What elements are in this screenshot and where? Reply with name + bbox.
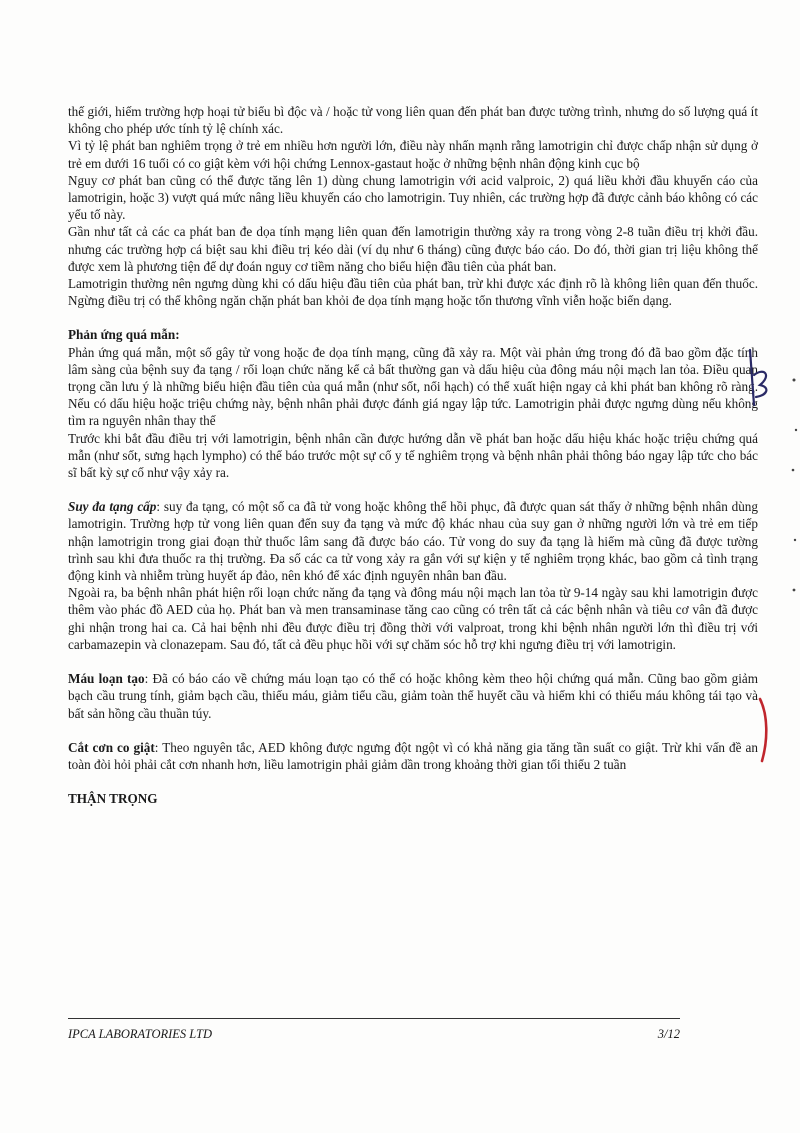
paragraph-text: : Đã có báo cáo về chứng máu loạn tạo có thể có hoặc không kèm theo hội chứng quá mẫn. Cũng bao gồm giảm bạch cầu trung tính, giảm bạch cầu, thiếu máu, giảm tiểu cầu, giảm toàn thể huyết cầu và hiếm khi có thiếu máu không tái tạo và bất sản hồng cầu thuần túy.	[68, 671, 758, 721]
red-pen-mark-icon	[754, 695, 774, 765]
paragraph: Trước khi bắt đầu điều trị với lamotrigin, bệnh nhân cần được hướng dẫn về phát ban hoặc dấu hiệu khác hoặc triệu chứng quá mẫn (như sốt, sưng hạch lympho) có thể báo trước một sự cố y tế nghiêm trọng và bệnh nhân phải thông báo ngay lập tức cho bác sĩ bất kỳ sự cố như vậy xảy ra.	[68, 430, 758, 481]
paragraph: Gần như tất cả các ca phát ban đe dọa tính mạng liên quan đến lamotrigin thường xảy ra trong vòng 2-8 tuần điều trị khởi đầu. nhưng các trường hợp cá biệt sau khi điều trị kéo dài (ví dụ như 6 tháng) cũng được báo cáo. Do đó, thời gian trị liệu không thể được xem là phương tiện để dự đoán nguy cơ tiềm năng cho biểu hiện đầu tiên của phát ban.	[68, 224, 758, 274]
paragraph: Nguy cơ phát ban cũng có thể được tăng lên 1) dùng chung lamotrigin với acid valproic, 2) quá liều khởi đầu khuyến cáo của lamotrigin, hoặc 3) vượt quá mức nâng liều khuyến cáo cho lamotrigin. Tuy nhiên, các trường hợp đã được cảnh báo không có các yếu tố này.	[68, 172, 758, 223]
section-heading-multiorgan: Suy đa tạng cấp	[68, 499, 157, 515]
paragraph-text: : Theo nguyên tắc, AED không được ngưng đột ngột vì có khả năng gia tăng tần suất co giật. Trừ khi vấn đề an toàn đòi hỏi phải cắt cơn nhanh hơn, liều lamotrigin phải giảm dần trong khoảng thời gian tối thiểu 2 tuần	[68, 739, 758, 772]
section-heading-caution: THẬN TRỌNG	[68, 791, 158, 807]
pen-mark-icon	[740, 345, 780, 415]
document-body	[68, 103, 758, 807]
paragraph-blood	[68, 670, 758, 722]
section-heading-hypersensitivity: Phản ứng quá mẫn:	[68, 327, 180, 343]
scan-edge-icon	[780, 0, 800, 1133]
footer-company: IPCA LABORATORIES LTD	[68, 1027, 212, 1041]
paragraph-multiorgan	[68, 498, 758, 584]
paragraph: Lamotrigin thường nên ngưng dùng khi có dấu hiệu đầu tiên của phát ban, trừ khi được xác định rõ là không liên quan đến thuốc. Ngừng điều trị có thể không ngăn chặn phát ban khỏi đe dọa tính mạng hoặc tổn thương vĩnh viễn hoặc biến dạng.	[68, 276, 758, 309]
page-footer	[68, 1018, 680, 1042]
section-heading-seizure: Cắt cơn co giật	[68, 739, 155, 755]
paragraph: thế giới, hiếm trường hợp hoại tử biểu bì độc và / hoặc tử vong liên quan đến phát ban được tường trình, nhưng do số lượng quá ít không cho phép ước tính tỷ lệ chính xác.	[68, 104, 758, 137]
paragraph: Vì tỷ lệ phát ban nghiêm trọng ở trẻ em nhiều hơn người lớn, điều này nhấn mạnh rằng lamotrigin chỉ được chấp nhận sử dụng ở trẻ em dưới 16 tuổi có co giật kèm với hội chứng Lennox-gastaut hoặc ở những bệnh nhân động kinh cục bộ	[68, 138, 758, 171]
footer-page-number: 3/12	[657, 1027, 680, 1041]
paragraph: Ngoài ra, ba bệnh nhân phát hiện rối loạn chức năng đa tạng và đông máu nội mạch lan tỏa từ 9-14 ngày sau khi lamotrigin được thêm vào phác đồ AED của họ. Phát ban và men transaminase tăng cao cũng có trên tất cả các bệnh nhân và tiêu cơ vân đã được ghi nhận trong hai ca. Cả hai bệnh nhi đều được điều trị đồng thời với valproat, trong khi bệnh nhân người lớn thì điều trị với carbamazepin và clonazepam. Sau đó, tất cả đều phục hồi với sự chăm sóc hỗ trợ khi ngưng điều trị với lamotrigin.	[68, 585, 758, 652]
paragraph: Phản ứng quá mẫn, một số gây tử vong hoặc đe dọa tính mạng, cũng đã xảy ra. Một vài phản ứng trong đó đã bao gồm đặc tính lâm sàng của bệnh suy đa tạng / rối loạn chức năng kể cả bất thường gan và dấu hiệu của đông máu nội mạch lan tỏa. Điều quan trọng cần lưu ý là những biểu hiện đầu tiên của quá mẫn (như sốt, nổi hạch) có thể xuất hiện ngay cả khi phát ban không rõ ràng. Nếu có dấu hiệu hoặc triệu chứng này, bệnh nhân phải được đánh giá ngay lập tức. Lamotrigin phải được ngưng dùng nếu không tìm ra nguyên nhân thay thế	[68, 344, 758, 429]
section-heading-blood: Máu loạn tạo	[68, 671, 145, 687]
paragraph-text: : suy đa tạng, có một số ca đã tử vong hoặc không thể hồi phục, đã được quan sát thấy ở những bệnh nhân dùng lamotrigin. Trường hợp tử vong liên quan đến suy đa tạng và mức độ khác nhau của suy gan ở những người lớn và trẻ em tiếp nhận lamotrigin trong giai đoạn thử thuốc lâm sang đã được báo cáo. Tử vong do suy đa tạng là hiếm mà cũng đã được tường trình sau khi đưa thuốc ra thị trường. Đa số các ca tử vong xảy ra gắn với sự kiện y tế nghiêm trọng khác, bao gồm cả tình trạng động kinh và nhiễm trùng huyết áp đảo, nên khó để xác định nguyên nhân ban đầu.	[68, 499, 758, 584]
paragraph-seizure	[68, 739, 758, 773]
